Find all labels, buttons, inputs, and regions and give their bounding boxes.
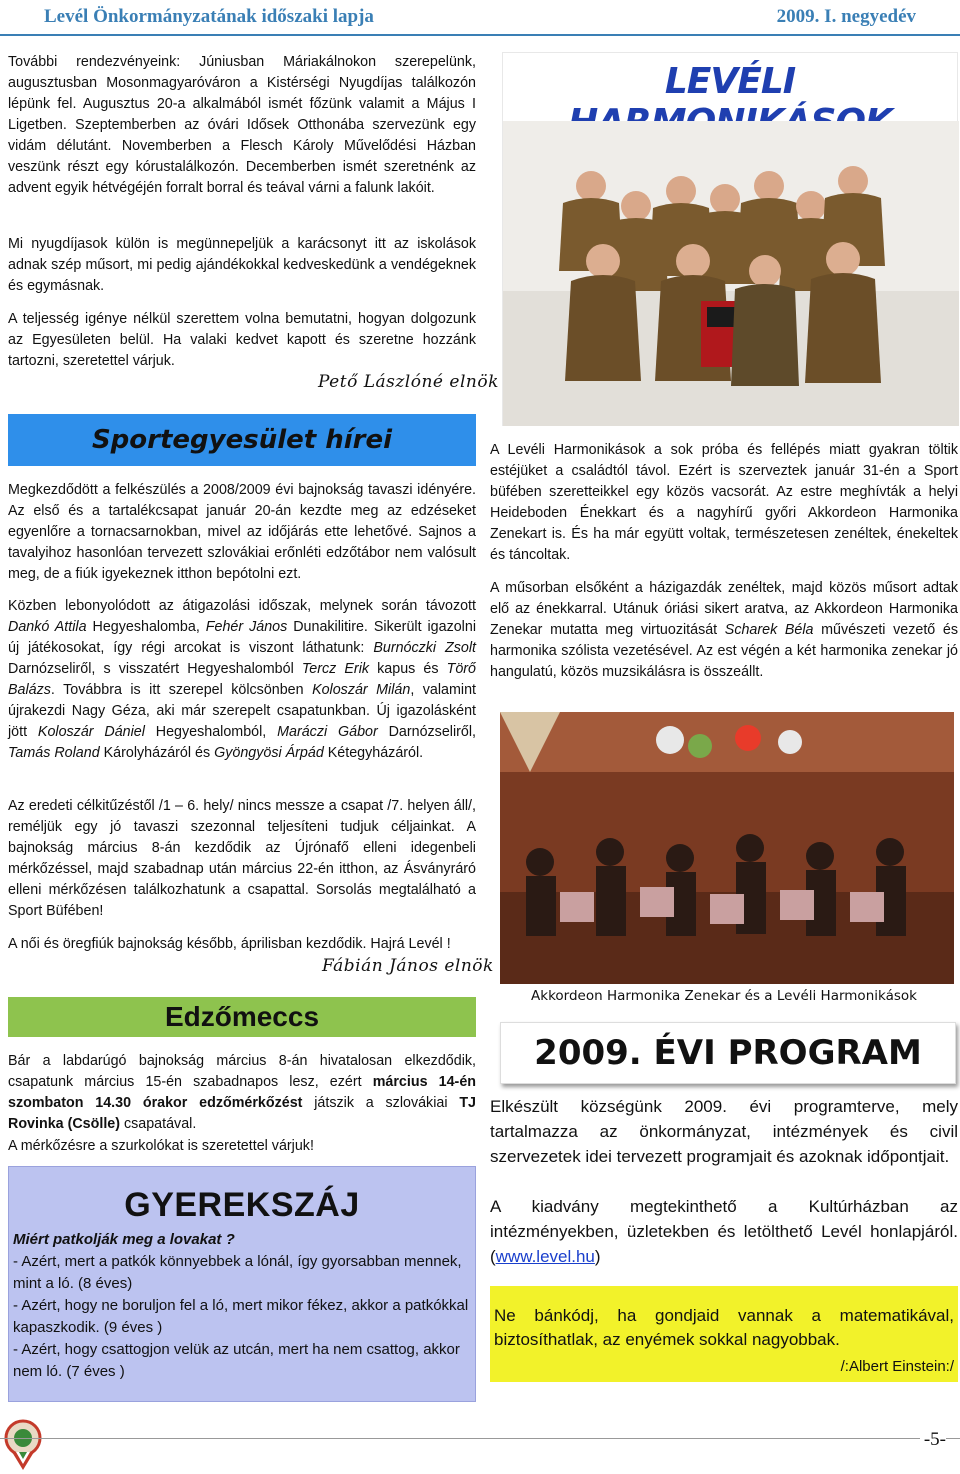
- player-name: Gyöngyösi Árpád: [214, 745, 324, 761]
- gyerekszaj-title: GYEREKSZÁJ: [124, 1186, 360, 1224]
- text: ): [594, 1247, 601, 1266]
- nyugdijas-paragraph-1: További rendezvényeink: Júniusban Máriakálnokon szerepelünk, augusztusban Mosonmagyaróváron a Kistérségi Nyugdíjas találkozón lépünk fel. Augusztus 20-a alkalmából ismét főzünk valamit a Május I Ligetben. Szeptemberben az óvári Idősek Otthonába szervezünk egy vidám délutánt. Novemberben a Flesch Károly Művelődési Házban veszünk részt egy kórustalálkozón. Decemberben ismét szeretnénk az advent egyik hétvégéjén forralt borral és teával várni a falunk lakóit.: [8, 54, 476, 196]
- text: A műsorban elsőként a házigazdák zenéltek, majd közös műsort adtak elő az énekkarral. Utánuk óriási sikert aratva, az Akkordeon Harmonika Zenekar mutatta meg virtuozitását: [490, 580, 958, 638]
- orchestra-caption: Akkordeon Harmonika Zenekar és a Levéli Harmonikások: [531, 988, 917, 1004]
- website-link[interactable]: www.level.hu: [495, 1247, 595, 1266]
- sport-paragraph-2: [8, 596, 476, 764]
- edzomeccs-banner: [8, 997, 476, 1037]
- footer-rule: [0, 1438, 960, 1439]
- program-title: 2009. ÉVI PROGRAM: [534, 1033, 922, 1073]
- nyugdijas-paragraph-3: A teljesség igénye nélkül szerettem volna bemutatni, hogyan dolgozunk az Egyesületen belül. Ha valaki kedvet kapott és szeretne hozzánk tartozni, szeretettel várjuk.: [8, 311, 476, 369]
- text: Hegyeshalomba,: [86, 619, 206, 635]
- text: játszik a szlovákiai: [302, 1095, 460, 1111]
- signature-fabian: Fábián János elnök: [322, 956, 494, 976]
- text: Közben lebonyolódott az átigazolási időszak, melynek során távozott: [8, 598, 476, 614]
- text: csapatával.: [120, 1116, 197, 1132]
- text: Darnózseliről,: [377, 724, 476, 740]
- gyerekszaj-answer-2: - Azért, hogy ne boruljon fel a ló, mert mikor fékez, akkor a patkókkal kapaszkodik. (9 éves ): [13, 1297, 469, 1336]
- text: Kétegyházáról.: [323, 745, 424, 761]
- program-paragraph-2: [490, 1194, 958, 1269]
- match-time: március 14-én szombaton 14.30 órakor edzőmérkőzést: [8, 1074, 476, 1111]
- program-banner: [500, 1022, 956, 1084]
- player-name: Dankó Attila: [8, 619, 87, 635]
- text: Károlyházáról és: [99, 745, 215, 761]
- player-name: Tamás Roland: [8, 745, 100, 761]
- gyerekszaj-answer-1: - Azért, mert a patkók könnyebbek a lónál, így gyorsabban mennek, mint a ló. (8 éves): [13, 1253, 462, 1292]
- player-name: Maráczi Gábor: [277, 724, 378, 740]
- einstein-quote-box: [490, 1286, 958, 1382]
- text: művészeti vezető és harmonika szólista vezetésével. Az est végén a két harmonika zenekar jó hangulatú, közös muzsikálásra is összeállt.: [490, 622, 958, 680]
- gyerekszaj-box: [8, 1166, 476, 1402]
- player-name: Törő Balázs: [8, 661, 477, 698]
- header-rule: [0, 34, 960, 36]
- text: A kiadvány megtekinthető a Kultúrházban az intézményekben, üzletekben és letölthető Levél honlapjáról. (: [490, 1197, 958, 1266]
- publication-title: Levél Önkormányzatának időszaki lapja: [44, 6, 374, 27]
- conductor-name: Scharek Béla: [724, 622, 814, 638]
- text: . Továbbra is itt szerepel kölcsönben: [50, 682, 313, 698]
- sport-banner: [8, 414, 476, 466]
- group-photo-image: [503, 121, 959, 426]
- opponent-team: TJ Rovinka (Csölle): [8, 1095, 476, 1132]
- edzomeccs-paragraph-1: [8, 1051, 476, 1135]
- text: kapus és: [369, 661, 447, 677]
- harmonikasok-paragraph-2: [490, 578, 958, 683]
- gyerekszaj-answer-3: - Azért, hogy csattogjon velük az utcán, mert ha nem csattog, akkor nem ló. (7 éves ): [13, 1341, 460, 1380]
- player-name: Koloszár Milán: [312, 682, 411, 698]
- text: , valamint újrakezdi Nagy Géza, aki már szerepelt csapatunkban. Új igazolásként jött: [8, 682, 477, 740]
- harmonikasok-photo-frame: [502, 52, 958, 426]
- page-number: -5-: [920, 1429, 946, 1451]
- harmonikasok-title: LEVÉLI: [664, 61, 796, 102]
- harmonikasok-paragraph-1: A Levéli Harmonikások a sok próba és fellépés miatt gyakran töltik estéjüket a családtól távol. Ezért is szerveztek január 31-én a Sport büfében szeretteikkel egy közös vacsorát. Az estre meghívták a helyi Heideboden Énekkart és a nagyhírű győri Akkordeon Harmonika Zenekart is. És ha már együtt voltak, természetesen zenéltek, énekeltek és táncoltak.: [490, 442, 958, 563]
- page-header: [0, 0, 960, 36]
- gyerekszaj-question: Miért patkolják meg a lovakat ?: [13, 1231, 235, 1248]
- player-name: Koloszár Dániel: [37, 724, 145, 740]
- player-name: Tercz Erik: [301, 661, 370, 677]
- einstein-quote: Ne bánkódj, ha gondjaid vannak a matematikával, biztosíthatlak, az enyémek sokkal nagyobbak.: [494, 1306, 954, 1349]
- program-paragraph-1: Elkészült községünk 2009. évi programterve, mely tartalmazza az önkormányzat, intézmények és civil szervezetek idei tervezett programjait és azoknak időpontjait.: [490, 1097, 958, 1166]
- text: Dunakilitire. Sikerült igazolni új játékosokat, így régi arcokat is viszont láthatunk:: [8, 619, 476, 656]
- sport-paragraph-1: Megkezdődött a felkészülés a 2008/2009 évi bajnokság tavaszi idényére. Az első és a tartalékcsapat január 20-án kezdte meg az edzéseket egyenlőre a tornacsarnokban, mivel az időjárás ette lehetővé. Sajnos a tavalyihoz hasonlóan tervezett szlovákiai erőnléti edzőtábor nem valósult meg, de a fiúk igyekeznek itthon bepótolni ezt.: [8, 482, 476, 582]
- sport-title: Sportegyesület hírei: [91, 425, 393, 455]
- issue-date: 2009. I. negyedév: [776, 6, 916, 27]
- edzomeccs-title: Edzőmeccs: [164, 1001, 320, 1032]
- player-name: Fehér János: [205, 619, 288, 635]
- orchestra-photo: [500, 712, 954, 984]
- signature-peto: Pető Lászlóné elnök: [318, 372, 499, 392]
- player-name: Burnóczki Zsolt: [373, 640, 476, 656]
- text: Bár a labdarúgó bajnokság március 8-án hivatalosan elkezdődik, csapatunk március 15-én szabadnapos lesz, ezért: [8, 1053, 476, 1090]
- text: Hegyeshalomból,: [144, 724, 278, 740]
- orchestra-photo-image: [500, 712, 954, 984]
- edzomeccs-paragraph-2: A mérkőzésre a szurkolókat is szeretettel várjuk!: [8, 1138, 314, 1154]
- einstein-quote-author: /:Albert Einstein:/: [840, 1358, 954, 1375]
- text: Darnózseliről, s visszatért Hegyeshalomból: [8, 661, 302, 677]
- nyugdijas-paragraph-2: Mi nyugdíjasok külön is megünnepeljük a karácsonyt itt az iskolások adnak szép műsort, mi pedig ajándékokkal kedveskedünk a vendégeknek és egymásnak.: [8, 236, 476, 294]
- sport-paragraph-3: Az eredeti célkitűzéstől /1 – 6. hely/ nincs messze a csapat /7. helyen áll/, reméljük egy jó tavaszi szezonnal teljesíteni tudjuk céljainkat. A bajnokság március 8-án kezdődik az Újrónafő elleni idegenbeli mérkőzéssel, majd szabadnap után március 22-én itthon, az Ásványráró elleni mérkőzésen találkozhatunk a csapattal. Sorsolás megtalálható a Sport Büfében!: [8, 798, 476, 919]
- sport-paragraph-4: A női és öregfiúk bajnokság később, áprilisban kezdődik. Hajrá Levél !: [8, 936, 451, 952]
- coat-of-arms-icon: [2, 1418, 44, 1470]
